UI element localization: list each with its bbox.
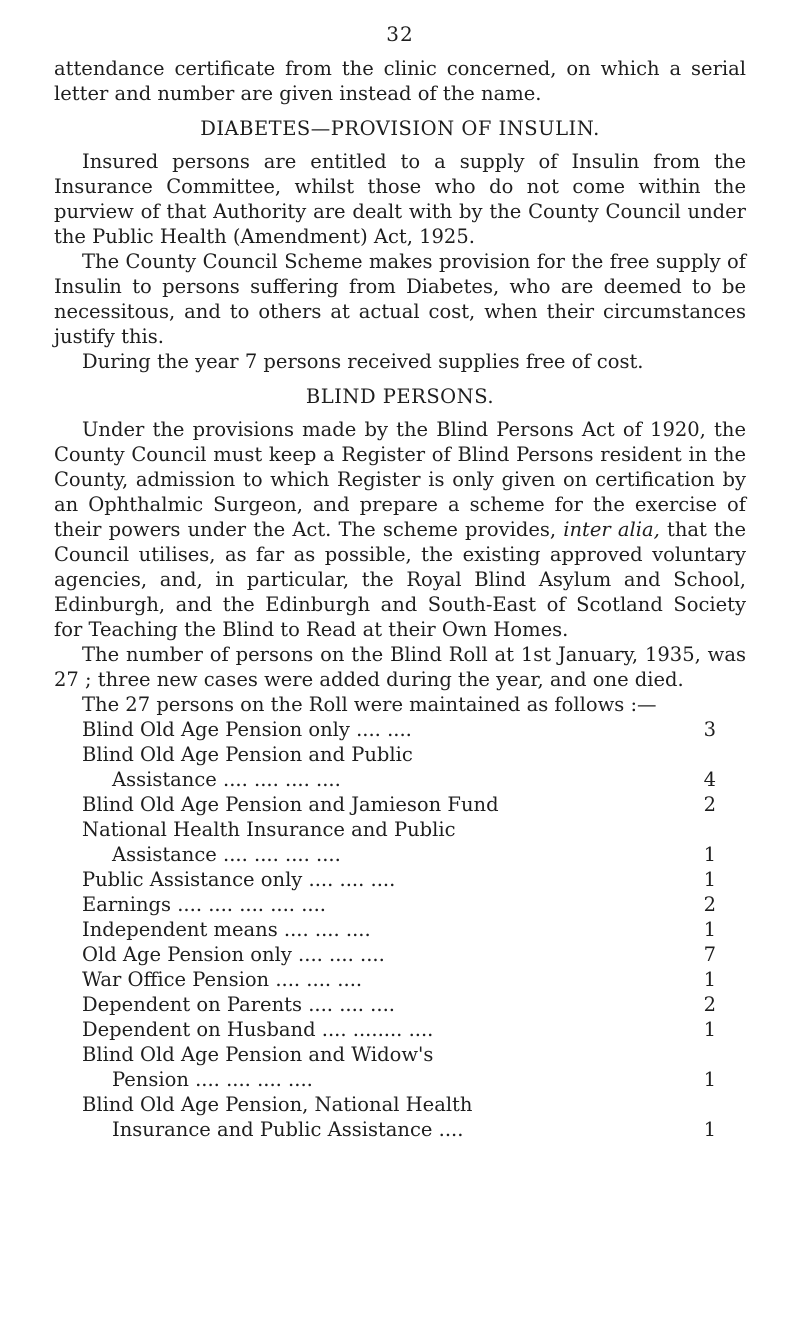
list-item — [82, 792, 716, 817]
diabetes-paragraph-1: Insured persons are entitled to a supply of Insulin from the Insurance Committee, whilst those who do not come within the purview of that Authority are dealt with by the County Council under the Public Health (Amendment) Act, 1925. — [54, 150, 746, 248]
blind-paragraph-2: The number of persons on the Blind Roll at 1st January, 1935, was 27 ; three new cases were added during the year, and one died. — [54, 643, 746, 691]
list-item-label: Blind Old Age Pension only .... .... — [82, 718, 412, 741]
list-item-value: 1 — [703, 918, 716, 941]
list-item — [82, 1042, 716, 1092]
list-item — [82, 817, 716, 867]
list-item-label: Blind Old Age Pension, National Health — [82, 1093, 473, 1116]
list-item — [82, 717, 716, 742]
list-item-value: 1 — [703, 1018, 716, 1041]
blind-persons-heading: BLIND PERSONS. — [305, 385, 495, 408]
intro-paragraph: attendance certificate from the clinic concerned, on which a serial letter and number are given instead of the name. — [54, 57, 746, 105]
list-item-value: 1 — [703, 1068, 716, 1091]
diabetes-heading: DIABETES—PROVISION OF INSULIN. — [200, 117, 600, 140]
list-item-value: 2 — [703, 893, 716, 916]
list-item-label: Blind Old Age Pension and Jamieson Fund — [82, 793, 499, 816]
list-item — [82, 917, 716, 942]
list-item-value: 2 — [703, 993, 716, 1016]
list-item — [82, 1092, 716, 1142]
list-item-label: Dependent on Husband .... ........ .... — [82, 1018, 434, 1041]
list-item — [82, 867, 716, 892]
list-item-value: 4 — [703, 768, 716, 791]
list-item-value: 1 — [703, 868, 716, 891]
list-item-value: 1 — [703, 968, 716, 991]
blind-paragraph-1-part-a: Under the provisions made by the Blind Persons Act of 1920, the County Council must keep a Register of Blind Persons resident in the County, admission to which Register is only given on certification by an Ophthalmic Surgeon, and prepare a scheme for the exercise of their powers under the Act. The scheme provides, — [54, 418, 746, 541]
list-item-label-continued: Insurance and Public Assistance .... — [112, 1118, 464, 1141]
maintenance-list — [82, 717, 716, 1142]
list-item-label: Blind Old Age Pension and Widow's — [82, 1043, 434, 1066]
list-item-label: Blind Old Age Pension and Public — [82, 743, 413, 766]
list-item-value: 1 — [703, 843, 716, 866]
list-item-value: 3 — [703, 718, 716, 741]
blind-paragraph-1-part-b: that the Council utilises, as far as possible, the existing approved voluntary agencies, and, in particular, the Royal Blind Asylum and School, Edinburgh, and the Edinburgh and South-East of Scotland Society for Teaching the Blind to Read at their Own Homes. — [54, 518, 746, 641]
page-number: 32 — [386, 22, 414, 46]
list-item-label: War Office Pension .... .... .... — [82, 968, 363, 991]
inter-alia: inter alia, — [563, 518, 660, 541]
diabetes-paragraph-3: During the year 7 persons received supplies free of cost. — [82, 350, 644, 373]
list-item-label-continued: Assistance .... .... .... .... — [112, 768, 341, 791]
list-item-label: Earnings .... .... .... .... .... — [82, 893, 326, 916]
list-item-value: 7 — [703, 943, 716, 966]
list-item — [82, 942, 716, 967]
blind-paragraph-1 — [54, 417, 746, 642]
list-item-value: 1 — [703, 1118, 716, 1141]
blind-paragraph-3: The 27 persons on the Roll were maintained as follows :— — [82, 693, 657, 716]
diabetes-paragraph-2: The County Council Scheme makes provision for the free supply of Insulin to persons suffering from Diabetes, who are deemed to be necessitous, and to others at actual cost, when their circumstances justify this. — [54, 250, 746, 348]
list-item-label: Dependent on Parents .... .... .... — [82, 993, 395, 1016]
list-item — [82, 742, 716, 792]
list-item-value: 2 — [703, 793, 716, 816]
list-item-label: Independent means .... .... .... — [82, 918, 371, 941]
list-item-label-continued: Pension .... .... .... .... — [112, 1068, 313, 1091]
list-item-label: Public Assistance only .... .... .... — [82, 868, 396, 891]
list-item — [82, 1017, 716, 1042]
list-item-label: Old Age Pension only .... .... .... — [82, 943, 385, 966]
list-item-label-continued: Assistance .... .... .... .... — [112, 843, 341, 866]
list-item — [82, 992, 716, 1017]
list-item-label: National Health Insurance and Public — [82, 818, 456, 841]
document-page — [54, 22, 746, 1142]
list-item — [82, 892, 716, 917]
list-item — [82, 967, 716, 992]
